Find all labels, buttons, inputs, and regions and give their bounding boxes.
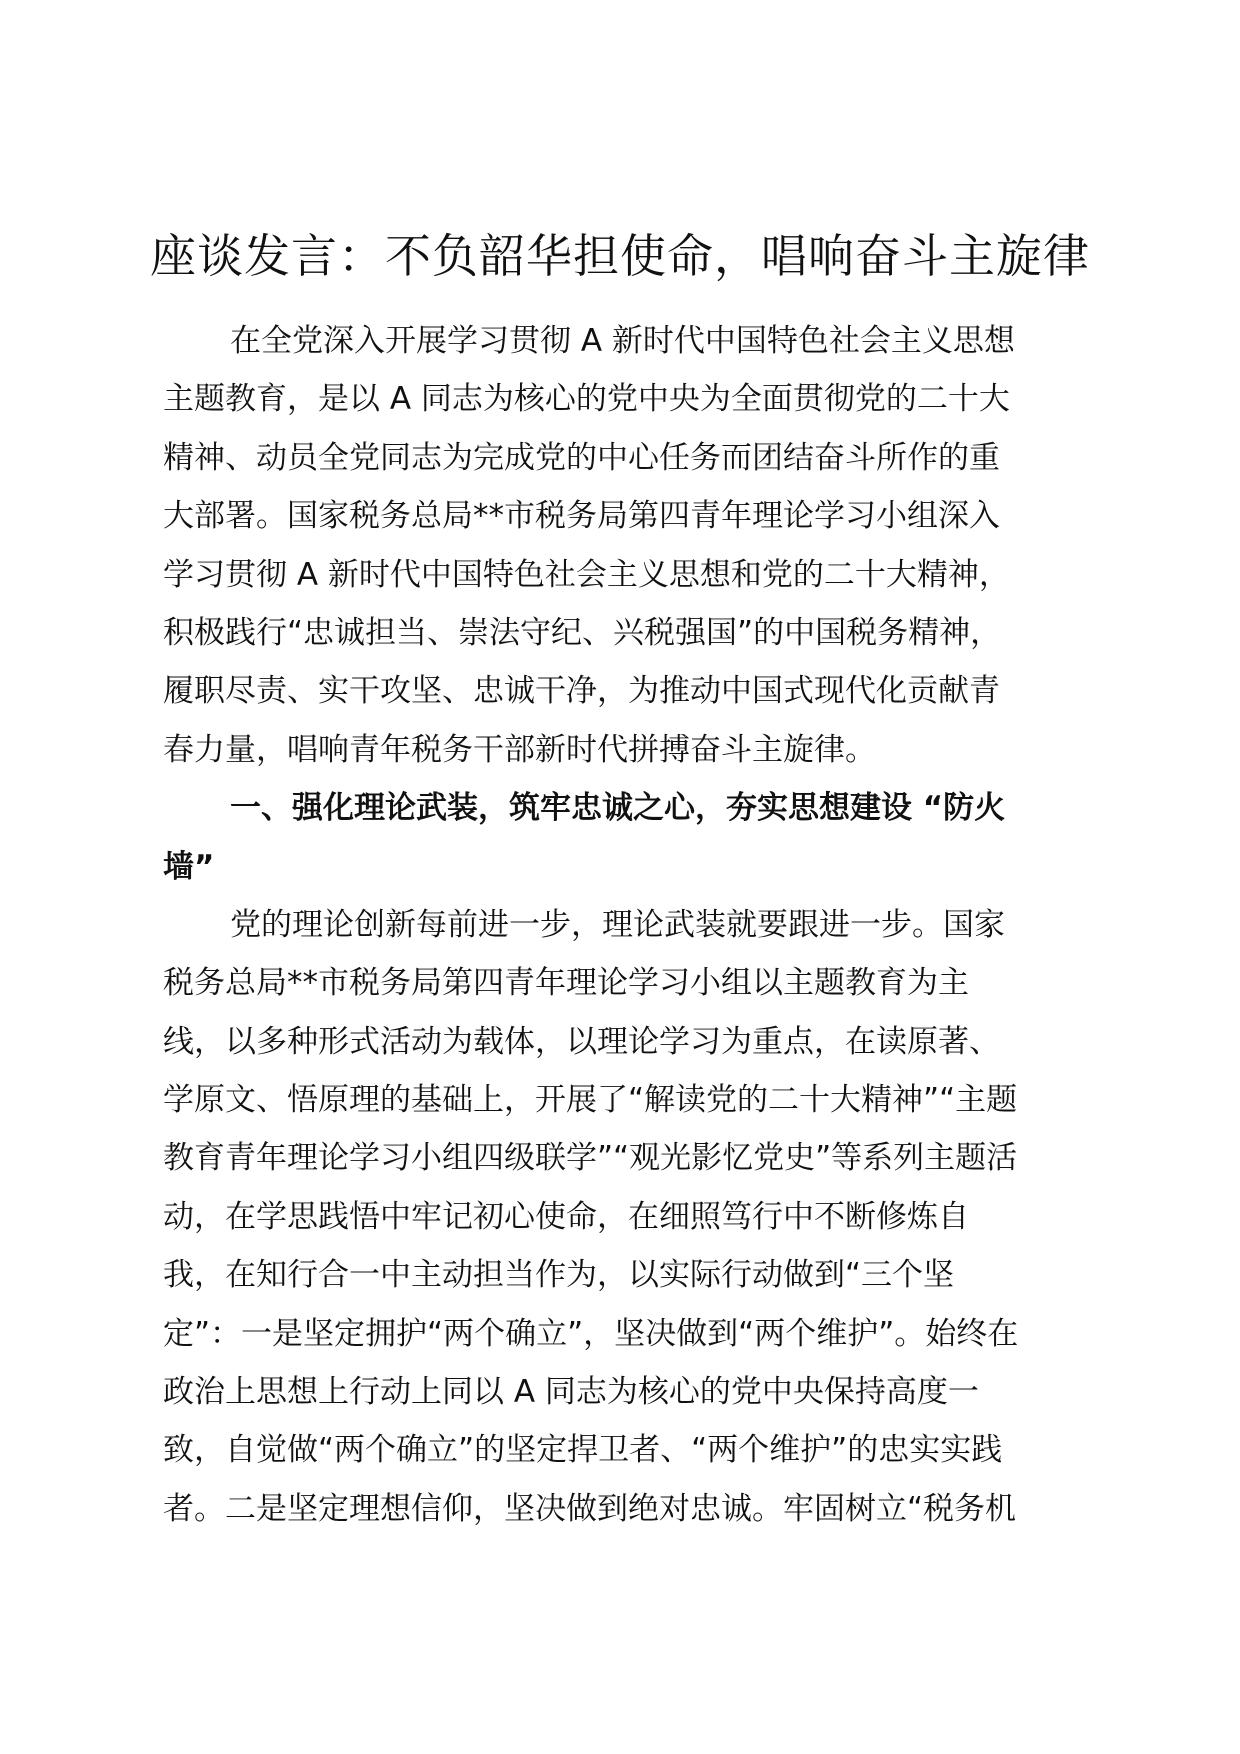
paragraph-line: 学原文、悟原理的基础上，开展了“解读党的二十大精神”“主题 xyxy=(163,1082,1018,1119)
document-title: 座谈发言：不负韶华担使命，唱响奋斗主旋律 xyxy=(150,229,1090,283)
paragraph-line: 动，在学思践悟中牢记初心使命，在细照笃行中不断修炼自 xyxy=(163,1198,969,1235)
paragraph-line: 大部署。国家税务总局**市税务局第四青年理论学习小组深入 xyxy=(163,498,1000,535)
paragraph-line: 精神、动员全党同志为完成党的中心任务而团结奋斗所作的重 xyxy=(163,439,1000,476)
paragraph-line: 学习贯彻 A 新时代中国特色社会主义思想和党的二十大精神， xyxy=(163,556,1010,593)
document-body xyxy=(163,312,1093,1538)
paragraph-line: 政治上思想上行动上同以 A 同志为核心的党中央保持高度一 xyxy=(163,1374,979,1411)
paragraph-line: 线，以多种形式活动为载体，以理论学习为重点，在读原著、 xyxy=(163,1023,1000,1060)
paragraph-line: 春力量，唱响青年税务干部新时代拼搏奋斗主旋律。 xyxy=(163,731,876,768)
paragraph-line: 税务总局**市税务局第四青年理论学习小组以主题教育为主 xyxy=(163,965,969,1002)
paragraph-line: 我，在知行合一中主动担当作为，以实际行动做到“三个坚 xyxy=(163,1257,955,1294)
paragraph-line: 定”：一是坚定拥护“两个确立”，坚决做到“两个维护”。始终在 xyxy=(163,1315,1019,1352)
paragraph-line: 在全党深入开展学习贯彻 A 新时代中国特色社会主义思想 xyxy=(230,323,1015,359)
paragraph-line: 党的理论创新每前进一步，理论武装就要跟进一步。国家 xyxy=(230,906,1005,943)
paragraph-line: 者。二是坚定理想信仰，坚决做到绝对忠诚。牢固树立“税务机 xyxy=(163,1490,1017,1527)
paragraph-line: 教育青年理论学习小组四级联学”“观光影忆党史”等系列主题活 xyxy=(163,1140,1018,1177)
paragraph-line: 致，自觉做“两个确立”的坚定捍卫者、“两个维护”的忠实实践 xyxy=(163,1432,1003,1469)
section-heading-line: 墙” xyxy=(163,848,215,885)
section-heading-line: 一、强化理论武装，筑牢忠诚之心，夯实思想建设 “防火 xyxy=(230,790,1006,827)
paragraph-line: 履职尽责、实干攻坚、忠诚干净，为推动中国式现代化贡献青 xyxy=(163,673,1000,710)
paragraph-line: 主题教育，是以 A 同志为核心的党中央为全面贯彻党的二十大 xyxy=(163,381,1010,418)
paragraph-line: 积极践行“忠诚担当、崇法守纪、兴税强国”的中国税务精神， xyxy=(163,614,1002,651)
